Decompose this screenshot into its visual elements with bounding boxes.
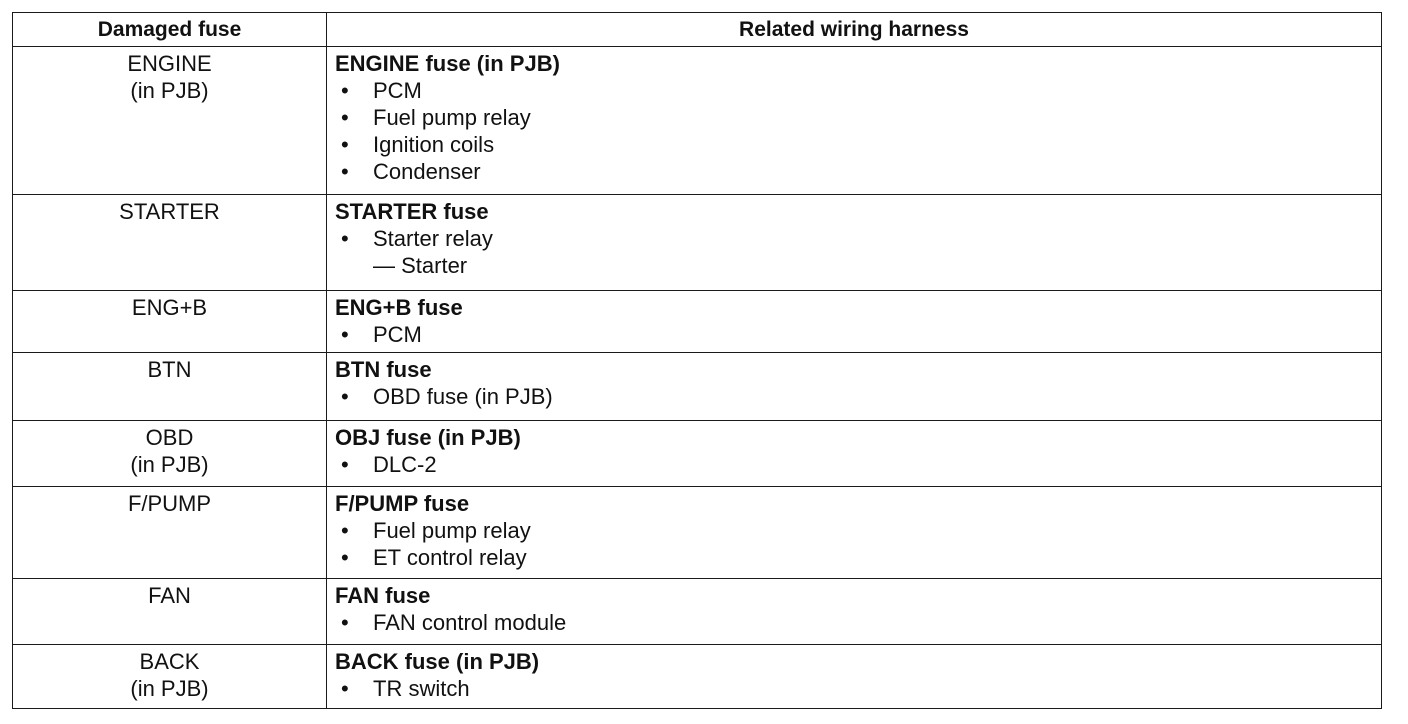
fuse-name: F/PUMP xyxy=(127,491,212,516)
bullet-icon: • xyxy=(341,452,349,477)
harness-title: ENG+B fuse xyxy=(335,295,463,320)
list-item-label: TR switch xyxy=(373,676,470,701)
list-item-label: Ignition coils xyxy=(373,132,495,157)
table-row xyxy=(13,47,1382,195)
list-item-label: Condenser xyxy=(373,159,481,184)
bullet-icon: • xyxy=(341,322,349,347)
table-row xyxy=(13,579,1382,645)
list-item xyxy=(335,225,1381,252)
list-item xyxy=(335,451,1381,478)
harness-title: BTN fuse xyxy=(335,357,432,382)
damaged-fuse-cell xyxy=(13,645,327,709)
table-row xyxy=(13,487,1382,579)
fuse-name: BTN xyxy=(147,357,192,382)
bullet-icon: • xyxy=(341,226,349,251)
fuse-name: ENG+B xyxy=(131,295,208,320)
fuse-name: FAN xyxy=(148,583,191,608)
harness-title: OBJ fuse (in PJB) xyxy=(335,425,521,450)
list-item-label: Fuel pump relay xyxy=(373,518,531,543)
bullet-icon: • xyxy=(341,610,349,635)
list-item-label: Fuel pump relay xyxy=(373,105,531,130)
harness-title: ENGINE fuse (in PJB) xyxy=(335,51,560,76)
harness-cell xyxy=(327,195,1382,291)
fuse-name: BACK xyxy=(139,649,200,674)
harness-cell xyxy=(327,579,1382,645)
fuse-location: (in PJB) xyxy=(130,78,209,103)
header-damaged-fuse: Damaged fuse xyxy=(13,13,327,47)
bullet-icon: • xyxy=(341,78,349,103)
harness-title: BACK fuse (in PJB) xyxy=(335,649,540,674)
table-row xyxy=(13,353,1382,421)
fuse-location: (in PJB) xyxy=(130,452,209,477)
harness-cell xyxy=(327,291,1382,353)
harness-cell xyxy=(327,421,1382,487)
damaged-fuse-cell xyxy=(13,421,327,487)
damaged-fuse-cell xyxy=(13,579,327,645)
list-item-label: Starter relay xyxy=(373,226,493,251)
list-item-label: OBD fuse (in PJB) xyxy=(373,384,553,409)
damaged-fuse-cell xyxy=(13,47,327,195)
list-item xyxy=(335,77,1381,104)
list-item xyxy=(335,158,1381,185)
header-related-harness: Related wiring harness xyxy=(327,13,1382,47)
list-item-label: PCM xyxy=(373,78,422,103)
list-subitem: — Starter xyxy=(373,253,468,278)
damaged-fuse-cell xyxy=(13,353,327,421)
list-item xyxy=(335,383,1381,410)
table-row xyxy=(13,645,1382,709)
list-item-label: ET control relay xyxy=(373,545,527,570)
bullet-icon: • xyxy=(341,132,349,157)
list-item xyxy=(335,131,1381,158)
table-row xyxy=(13,195,1382,291)
table-row xyxy=(13,291,1382,353)
fuse-name: OBD xyxy=(145,425,194,450)
list-item-label: FAN control module xyxy=(373,610,567,635)
table-header-row xyxy=(13,13,1382,47)
bullet-icon: • xyxy=(341,518,349,543)
list-item xyxy=(335,675,1381,702)
fuse-name: ENGINE xyxy=(127,51,212,76)
list-item xyxy=(335,609,1381,636)
list-item xyxy=(335,544,1381,571)
bullet-icon: • xyxy=(341,159,349,184)
list-item-label: DLC-2 xyxy=(373,452,437,477)
bullet-icon: • xyxy=(341,545,349,570)
fuse-location: (in PJB) xyxy=(130,676,209,701)
harness-title: STARTER fuse xyxy=(335,199,489,224)
list-item xyxy=(335,517,1381,544)
list-item xyxy=(335,321,1381,348)
bullet-icon: • xyxy=(341,105,349,130)
harness-cell xyxy=(327,353,1382,421)
harness-title: F/PUMP fuse xyxy=(335,491,470,516)
harness-cell xyxy=(327,487,1382,579)
table-row xyxy=(13,421,1382,487)
harness-cell xyxy=(327,645,1382,709)
damaged-fuse-cell xyxy=(13,487,327,579)
fuse-harness-table xyxy=(12,12,1382,709)
damaged-fuse-cell xyxy=(13,291,327,353)
bullet-icon: • xyxy=(341,676,349,701)
damaged-fuse-cell xyxy=(13,195,327,291)
fuse-name: STARTER xyxy=(119,199,220,224)
harness-cell xyxy=(327,47,1382,195)
list-item xyxy=(335,104,1381,131)
harness-title: FAN fuse xyxy=(335,583,431,608)
bullet-icon: • xyxy=(341,384,349,409)
list-item-label: PCM xyxy=(373,322,422,347)
